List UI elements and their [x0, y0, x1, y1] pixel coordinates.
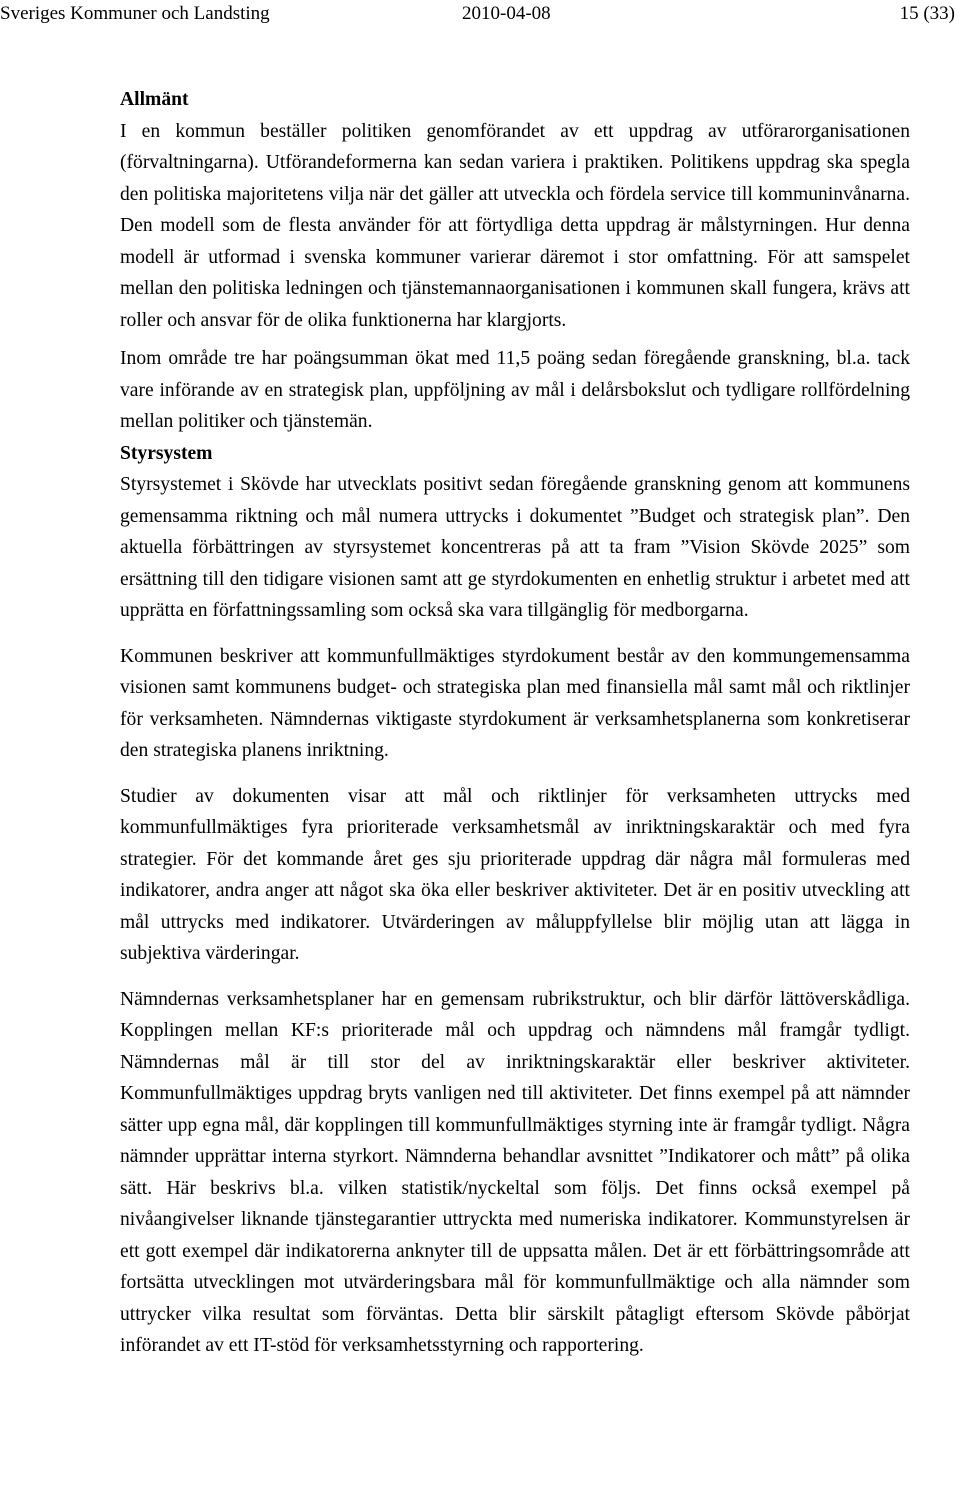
paragraph-styrsystem-4: Nämndernas verksamhetsplaner har en gemensam rubrikstruktur, och blir därför lättöverskådliga. Kopplingen mellan KF:s prioriterade mål och uppdrag och nämndens mål framgår tydligt. Nämndernas mål är till stor del av inriktningskaraktär eller beskriver aktiviteter. Kommunfullmäktiges uppdrag bryts vanligen ned till aktiviteter. Det finns exempel på att nämnder sätter upp egna mål, där kopplingen till kommunfullmäktiges styrning inte är framgår tydligt. Några nämnder upprättar interna styrkort. Nämnderna behandlar avsnittet ”Indikatorer och mått” på olika sätt. Här beskrivs bl.a. vilken statistik/nyckeltal som följs. Det finns också exempel på nivåangivelser liknande tjänstegarantier uttryckta med numeriska indikatorer. Kommunstyrelsen är ett gott exempel där indikatorerna anknyter till de uppsatta målen. Det är ett förbättringsområde att fortsätta utvecklingen mot utvärderingsbara mål för kommunfullmäktige och alla nämnder som uttrycker vilka resultat som förväntas. Detta blir särskilt påtagligt eftersom Skövde påbörjat införandet av ett IT-stöd för verksamhetsstyrning och rapportering.: [120, 988, 910, 1356]
header-date: 2010-04-08: [462, 3, 551, 24]
heading-styrsystem: Styrsystem: [120, 442, 213, 464]
paragraph-styrsystem-3: Studier av dokumenten visar att mål och riktlinjer för verksamheten uttrycks med kommunfullmäktiges fyra prioriterade verksamhetsmål av inriktningskaraktär och med fyra strategier. För det kommande året ges sju prioriterade uppdrag där några mål formuleras med indikatorer, andra anger att något ska öka eller beskriver aktiviteter. Det är en positiv utveckling att mål uttrycks med indikatorer. Utvärderingen av måluppfyllelse blir möjlig utan att lägga in subjektiva värderingar.: [120, 785, 910, 964]
header-page-number: 15 (33): [899, 3, 955, 24]
paragraph-allmant-2: Inom område tre har poängsumman ökat med 11,5 poäng sedan föregående granskning, bl.a. tack vare införande av en strategisk plan, uppföljning av mål i delårsbokslut och tydligare rollfördelning mellan politiker och tjänstemän.: [120, 348, 910, 432]
heading-allmant: Allmänt: [120, 89, 189, 110]
header-organization: Sveriges Kommuner och Landsting: [0, 3, 270, 24]
paragraph-allmant-1: I en kommun beställer politiken genomförandet av ett uppdrag av utförarorganisationen (förvaltningarna). Utförandeformerna kan sedan variera i praktiken. Politikens uppdrag ska spegla den politiska majoritetens vilja när det gäller att utveckla och fördela service till kommuninvånarna. Den modell som de flesta använder för att förtydliga detta uppdrag är målstyrningen. Hur denna modell är utformad i svenska kommuner varierar däremot i stor omfattning. För att samspelet mellan den politiska ledningen och tjänstemannaorganisationen i kommunen skall fungera, krävs att roller och ansvar för de olika funktionerna har klargjorts.: [120, 120, 910, 331]
paragraph-styrsystem-2: Kommunen beskriver att kommunfullmäktiges styrdokument består av den kommungemensamma visionen samt kommunens budget- och strategiska plan med finansiella mål samt mål och riktlinjer för verksamheten. Nämndernas viktigaste styrdokument är verksamhetsplanerna som konkretiserar den strategiska planens inriktning.: [120, 645, 910, 761]
document-body: [120, 84, 910, 1362]
page-header: [0, 4, 960, 24]
paragraph-styrsystem-1: Styrsystemet i Skövde har utvecklats positivt sedan föregående granskning genom att kommunens gemensamma riktning och mål numera uttrycks i dokumentet ”Budget och strategisk plan”. Den aktuella förbättringen av styrsystemet koncentreras på att ta fram ”Vision Skövde 2025” som ersättning till den tidigare visionen samt att ge styrdokumenten en enhetlig struktur i arbetet med att upprätta en författningssamling som också ska vara tillgänglig för medborgarna.: [120, 474, 910, 621]
